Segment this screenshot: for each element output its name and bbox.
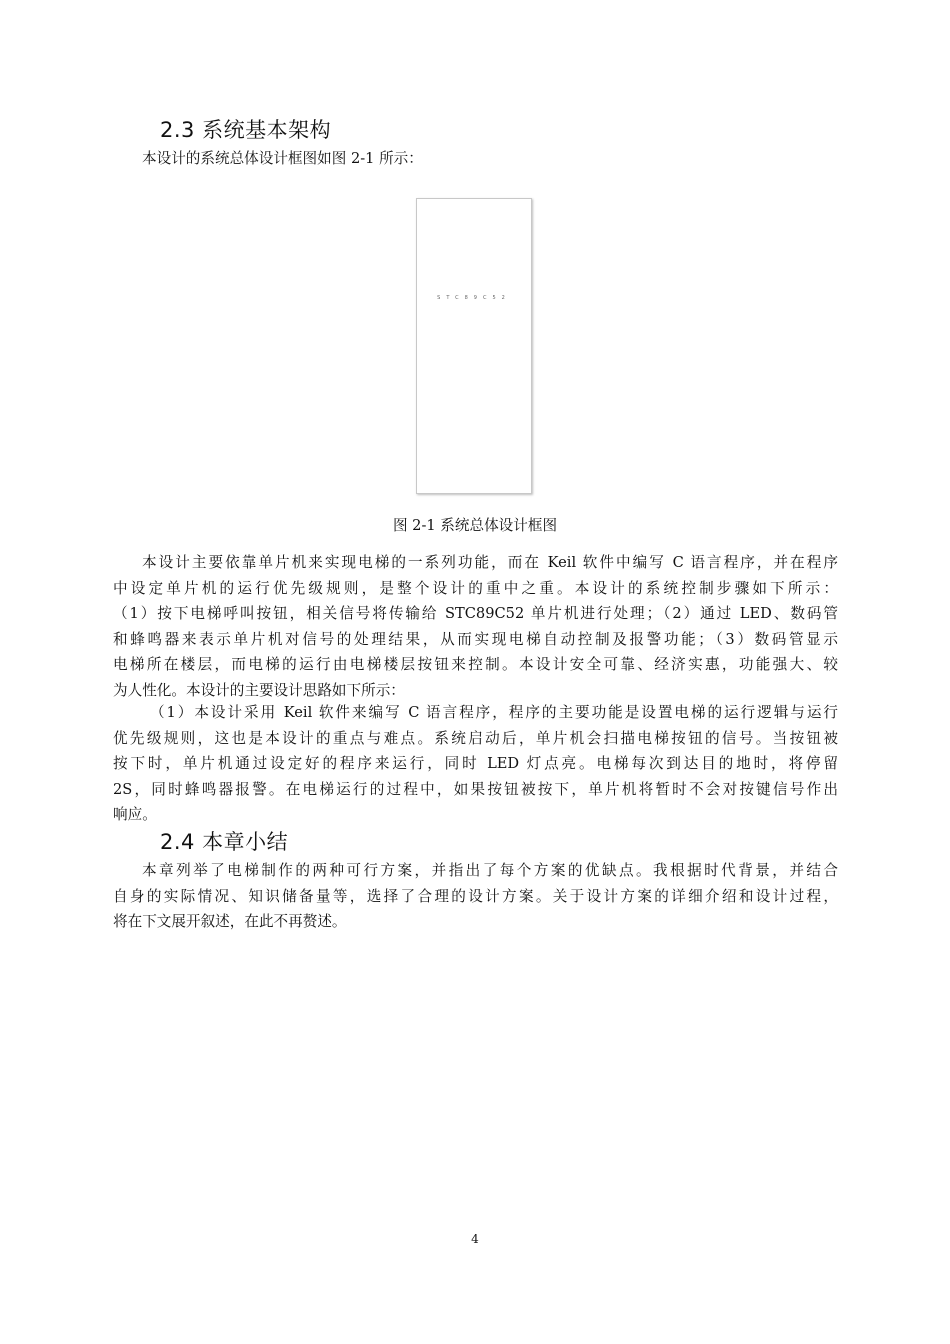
text-line: 将在下文展开叙述，在此不再赘述。 — [113, 913, 347, 930]
section-heading-2-4: 2.4 本章小结 — [160, 830, 289, 854]
chip-label: STC89C52 — [437, 295, 511, 301]
text-line: 本章列举了电梯制作的两种可行方案，并指出了每个方案的优缺点。我根据时代背景，并结合 — [142, 862, 838, 879]
text-line: 电梯所在楼层，而电梯的运行由电梯楼层按钮来控制。本设计安全可靠、经济实惠，功能强大、较 — [113, 656, 838, 673]
text-line: 按下时，单片机通过设定好的程序来运行，同时 LED 灯点亮。电梯每次到达目的地时，将停留 — [113, 755, 838, 772]
text-line: 本设计主要依靠单片机来实现电梯的一系列功能，而在 Keil 软件中编写 C 语言程序，并在程序 — [142, 554, 838, 571]
figure-caption: 图 2-1 系统总体设计框图 — [392, 517, 558, 534]
text-line: （1）本设计采用 Keil 软件来编写 C 语言程序，程序的主要功能是设置电梯的运行逻辑与运行 — [150, 704, 838, 721]
text-line: 优先级规则，这也是本设计的重点与难点。系统启动后，单片机会扫描电梯按钮的信号。当按钮被 — [113, 729, 838, 747]
section-intro — [113, 146, 838, 172]
text-line: （1）按下电梯呼叫按钮，相关信号将传输给 STC89C52 单片机进行处理；（2）通过 LED、数码管 — [113, 605, 838, 622]
text-line: 自身的实际情况、知识储备量等，选择了合理的设计方案。关于设计方案的详细介绍和设计过程， — [113, 887, 838, 905]
paragraph-design-idea — [113, 700, 838, 828]
page-number: 4 — [471, 1232, 479, 1246]
text-line: 2S，同时蜂鸣器报警。在电梯运行的过程中，如果按钮被按下，单片机将暂时不会对按键信号作出 — [113, 780, 838, 798]
paragraph-chapter-summary — [113, 858, 838, 935]
section-heading-2-3: 2.3 系统基本架构 — [160, 118, 332, 142]
text-line: 本设计的系统总体设计框图如图 2-1 所示： — [142, 150, 423, 167]
text-line: 响应。 — [113, 806, 157, 823]
system-block-diagram-figure — [416, 198, 532, 494]
text-line: 中设定单片机的运行优先级规则，是整个设计的重中之重。本设计的系统控制步骤如下所示： — [113, 579, 838, 597]
text-line: 和蜂鸣器来表示单片机对信号的处理结果，从而实现电梯自动控制及报警功能；（3）数码管显示 — [113, 630, 838, 648]
paragraph-design-overview — [113, 550, 838, 703]
text-line: 为人性化。本设计的主要设计思路如下所示： — [113, 681, 405, 699]
